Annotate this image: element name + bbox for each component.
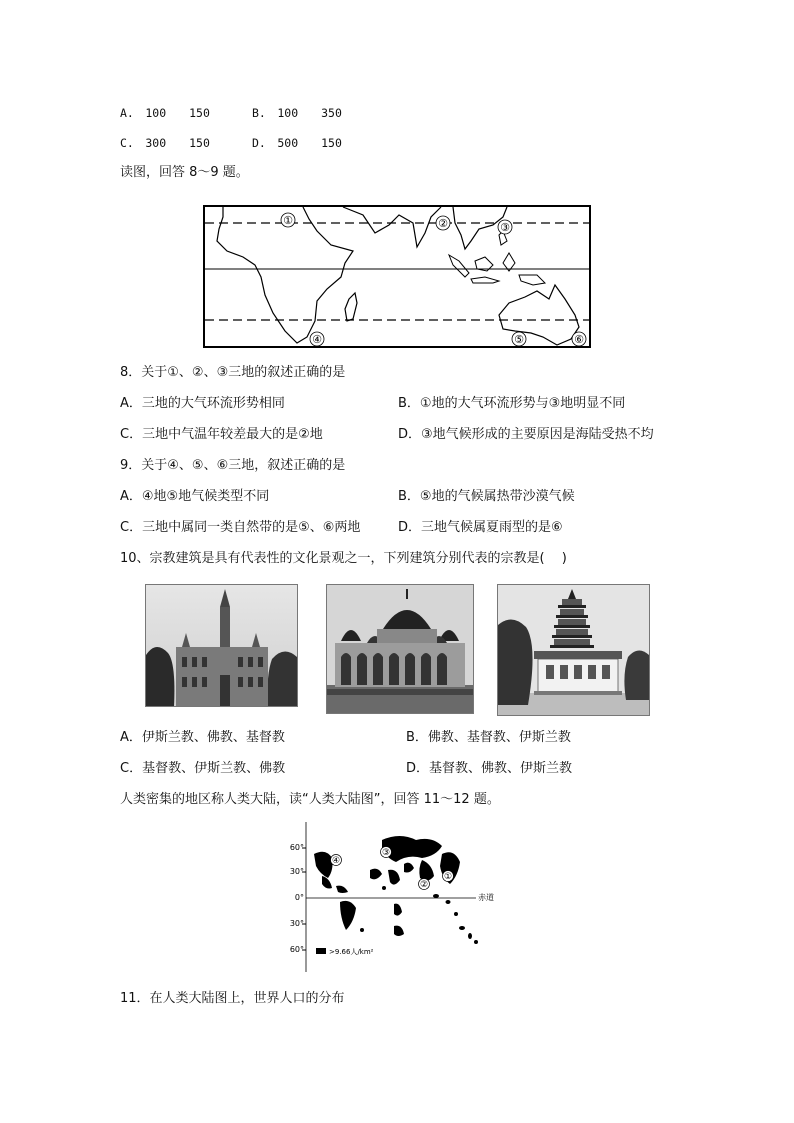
map1-marker-3: ③ [500,221,510,234]
map2-marker-2: ② [419,880,429,890]
population-density-map [286,818,508,976]
map2-marker-1: ① [443,872,453,882]
q9-option-a: A．④地⑤地气候类型不同 [120,489,270,504]
q7-option-d: D. 500 150 [252,136,342,150]
q8-option-a: A．三地的大气环流形势相同 [120,396,285,411]
indian-ocean-map [203,205,591,348]
q10-option-c: C．基督教、伊斯兰教、佛教 [120,761,286,776]
q8-stem: 8．关于①、②、③三地的叙述正确的是 [120,365,346,380]
map2-marker-4: ④ [331,856,341,866]
q8-option-b: B．①地的大气环流形势与③地明显不同 [398,396,626,411]
q9-stem: 9．关于④、⑤、⑥三地，叙述正确的是 [120,458,346,473]
map1-marker-6: ⑥ [574,333,584,346]
q7-option-b: B. 100 350 [252,106,342,120]
q9-option-c: C．三地中属同一类自然带的是⑤、⑥两地 [120,520,361,535]
q10-stem: 10、宗教建筑是具有代表性的文化景观之一，下列建筑分别代表的宗教是( ) [120,551,567,566]
lat-label-30s: 30° [289,919,304,928]
intro-11-12: 人类密集的地区称人类大陆，读“人类大陆图”，回答 11～12 题。 [120,792,500,807]
q8-option-c: C．三地中气温年较差最大的是②地 [120,427,323,442]
q10-option-d: D．基督教、佛教、伊斯兰教 [406,761,573,776]
q7-option-a: A. 100 150 [120,106,210,120]
photo-gothic-church [145,584,298,707]
q10-option-a: A．伊斯兰教、佛教、基督教 [120,730,285,745]
q11-stem: 11．在人类大陆图上，世界人口的分布 [120,991,345,1006]
q9-option-b: B．⑤地的气候属热带沙漠气候 [398,489,575,504]
q7-option-c: C. 300 150 [120,136,210,150]
equator-label: 赤道 [478,893,494,902]
q10-option-b: B．佛教、基督教、伊斯兰教 [406,730,571,745]
lat-label-60n: 60° [289,843,304,852]
q8-option-d: D．③地气候形成的主要原因是海陆受热不均 [398,427,654,442]
lat-label-0: 0° [294,893,304,902]
photo-mosque [326,584,474,714]
lat-label-60s: 60° [289,945,304,954]
map2-marker-3: ③ [381,848,391,858]
map1-marker-2: ② [438,217,448,230]
map1-marker-5: ⑤ [514,333,524,346]
map2-legend: >9.66人/km² [329,948,374,956]
map1-marker-1: ① [283,214,293,227]
intro-8-9: 读图，回答 8～9 题。 [120,165,249,180]
lat-label-30n: 30° [289,867,304,876]
photo-pagoda [497,584,650,716]
q9-option-d: D．三地气候属夏雨型的是⑥ [398,520,563,535]
map1-marker-4: ④ [312,333,322,346]
